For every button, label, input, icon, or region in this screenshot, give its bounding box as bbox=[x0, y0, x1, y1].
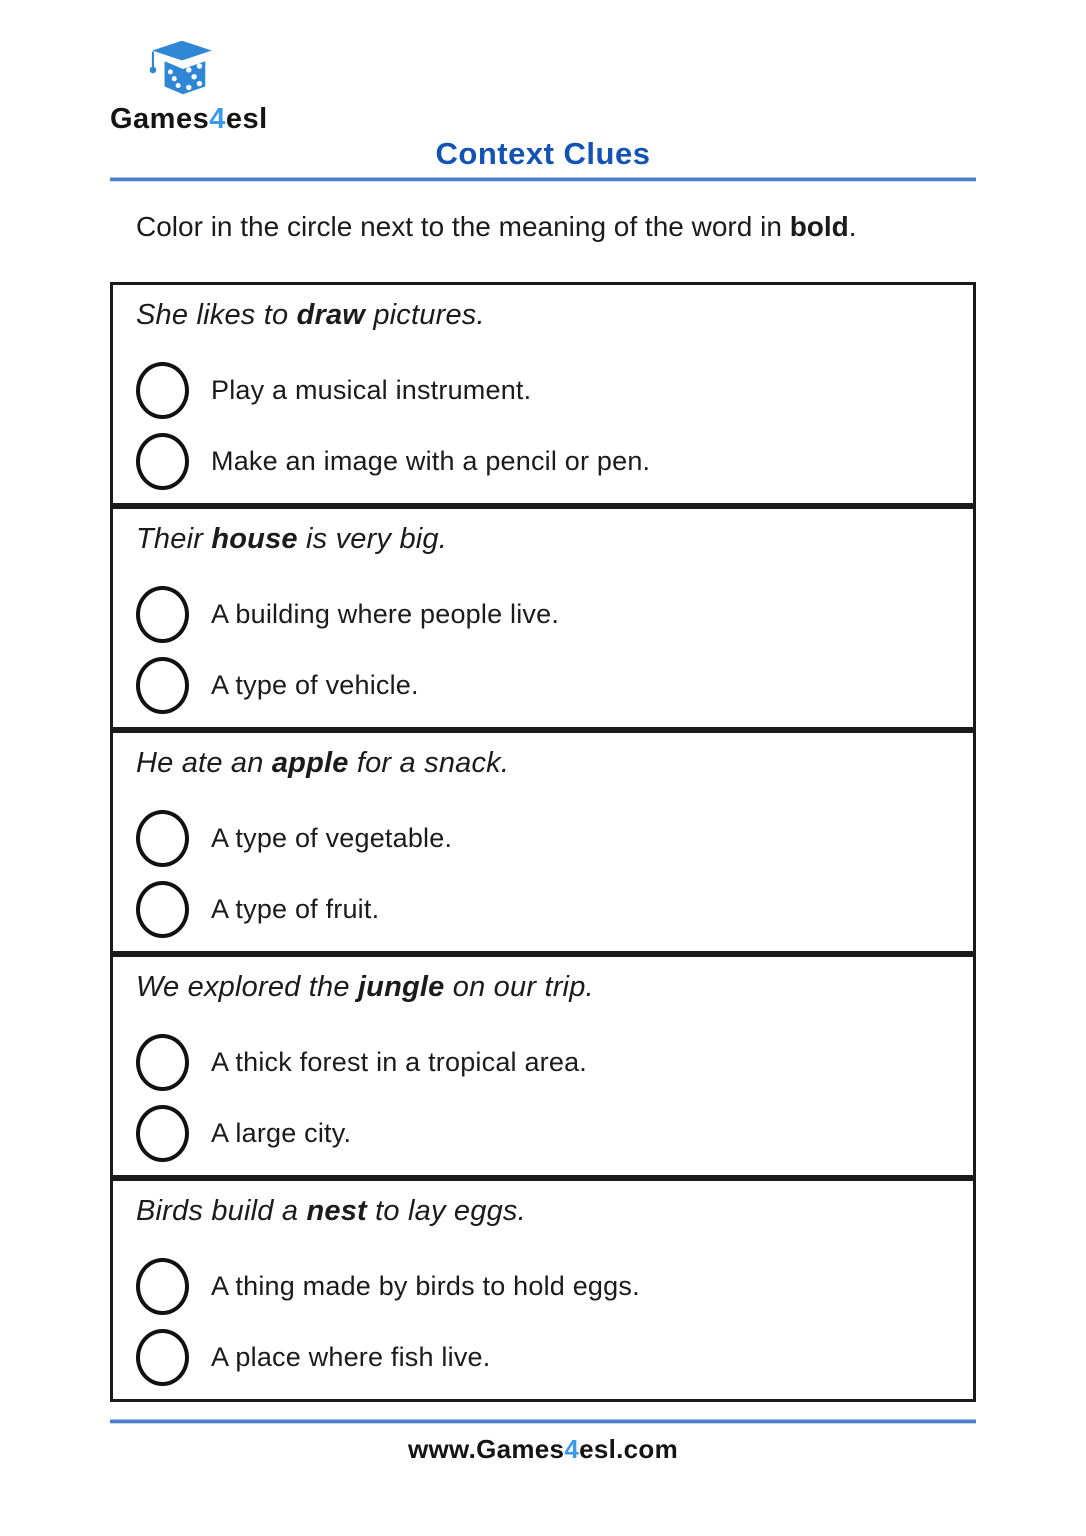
page-title: Context Clues bbox=[435, 136, 651, 171]
header-divider bbox=[110, 177, 976, 182]
answer-circle[interactable] bbox=[136, 881, 189, 938]
question-box-2 bbox=[110, 506, 976, 730]
logo-text-prefix: Games bbox=[110, 103, 210, 135]
option-label: A type of vehicle. bbox=[211, 670, 419, 700]
answer-circle[interactable] bbox=[136, 810, 189, 867]
answer-circle[interactable] bbox=[136, 362, 189, 419]
footer-divider bbox=[110, 1419, 976, 1424]
question-sentence bbox=[136, 297, 949, 333]
answer-circle[interactable] bbox=[136, 1329, 189, 1386]
answer-option[interactable] bbox=[136, 433, 949, 490]
answer-option[interactable] bbox=[136, 810, 949, 867]
question-box-1 bbox=[110, 282, 976, 506]
sentence-after: on our trip. bbox=[444, 971, 594, 1003]
footer-url bbox=[0, 1434, 1086, 1465]
answer-circle[interactable] bbox=[136, 586, 189, 643]
logo bbox=[110, 38, 330, 136]
answer-circle[interactable] bbox=[136, 657, 189, 714]
question-box-5 bbox=[110, 1178, 976, 1402]
instructions-period: . bbox=[848, 211, 857, 242]
logo-wordmark bbox=[110, 103, 330, 136]
logo-text-accent: 4 bbox=[209, 103, 226, 135]
answer-option[interactable] bbox=[136, 1258, 949, 1315]
option-label: A type of fruit. bbox=[211, 894, 380, 924]
option-label: A large city. bbox=[211, 1118, 352, 1148]
question-sentence bbox=[136, 969, 949, 1005]
answer-option[interactable] bbox=[136, 1329, 949, 1386]
sentence-after: to lay eggs. bbox=[366, 1195, 526, 1227]
question-box-3 bbox=[110, 730, 976, 954]
answer-option[interactable] bbox=[136, 586, 949, 643]
answer-option[interactable] bbox=[136, 1105, 949, 1162]
sentence-bold-word: apple bbox=[271, 747, 349, 779]
question-sentence bbox=[136, 1193, 949, 1229]
answer-circle[interactable] bbox=[136, 433, 189, 490]
answer-option[interactable] bbox=[136, 362, 949, 419]
answer-circle[interactable] bbox=[136, 1258, 189, 1315]
footer-url-suffix: esl.com bbox=[579, 1434, 679, 1464]
sentence-after: for a snack. bbox=[348, 747, 510, 779]
answer-circle[interactable] bbox=[136, 1034, 189, 1091]
option-label: A type of vegetable. bbox=[211, 823, 453, 853]
sentence-after: pictures. bbox=[365, 299, 485, 331]
option-label: Make an image with a pencil or pen. bbox=[211, 446, 651, 476]
logo-text-suffix: esl bbox=[225, 103, 268, 135]
sentence-before: She likes to bbox=[136, 299, 297, 331]
footer-url-prefix: www.Games bbox=[407, 1434, 565, 1464]
question-sentence bbox=[136, 745, 949, 781]
instructions bbox=[136, 206, 857, 248]
sentence-before: Their bbox=[136, 523, 212, 555]
sentence-before: He ate an bbox=[136, 747, 272, 779]
option-label: Play a musical instrument. bbox=[211, 375, 532, 405]
answer-option[interactable] bbox=[136, 881, 949, 938]
answer-option[interactable] bbox=[136, 1034, 949, 1091]
sentence-bold-word: house bbox=[211, 523, 298, 555]
sentence-after: is very big. bbox=[297, 523, 448, 555]
answer-circle[interactable] bbox=[136, 1105, 189, 1162]
answer-option[interactable] bbox=[136, 657, 949, 714]
question-sentence bbox=[136, 521, 949, 557]
sentence-bold-word: draw bbox=[296, 299, 366, 331]
option-label: A building where people live. bbox=[211, 599, 560, 629]
instructions-bold-word: bold bbox=[789, 211, 849, 242]
option-label: A thing made by birds to hold eggs. bbox=[211, 1271, 640, 1301]
option-label: A thick forest in a tropical area. bbox=[211, 1047, 587, 1077]
sentence-before: We explored the bbox=[136, 971, 358, 1003]
instructions-text: Color in the circle next to the meaning of the word in bbox=[136, 211, 790, 242]
footer-url-accent: 4 bbox=[564, 1434, 580, 1464]
sentence-before: Birds build a bbox=[136, 1195, 307, 1227]
questions-list bbox=[110, 282, 976, 1402]
question-box-4 bbox=[110, 954, 976, 1178]
sentence-bold-word: nest bbox=[306, 1195, 367, 1227]
option-label: A place where fish live. bbox=[211, 1342, 491, 1372]
sentence-bold-word: jungle bbox=[357, 971, 445, 1003]
graduation-cap-dice-icon bbox=[146, 38, 218, 100]
